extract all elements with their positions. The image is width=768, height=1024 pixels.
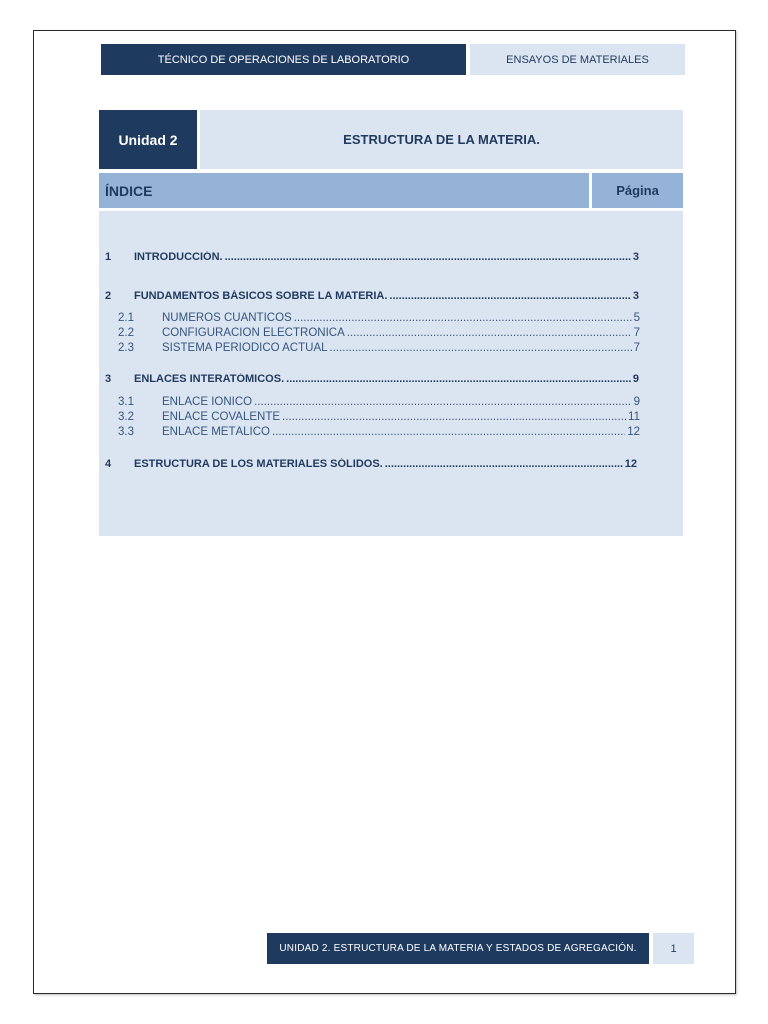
toc-entry-page: 7: [633, 327, 640, 339]
toc-leader: [286, 373, 631, 385]
toc-entry-number: 2.2: [118, 327, 134, 339]
toc-entry-title: ENLACE COVALENTE: [162, 411, 281, 423]
toc-leader: [294, 312, 632, 324]
toc-entry-title: NÚMEROS CUÁNTICOS: [162, 312, 292, 324]
toc-entry-3-2[interactable]: [118, 411, 640, 423]
toc-entry-title: CONFIGURACIÓN ELECTRÓNICA: [162, 327, 345, 339]
toc-leader: [282, 411, 626, 423]
toc-entry-3-1[interactable]: [118, 396, 640, 408]
toc-entry-title: FUNDAMENTOS BÁSICOS SOBRE LA MATERIA.: [134, 290, 388, 302]
footer-unit-title: UNIDAD 2. ESTRUCTURA DE LA MATERIA Y ESTADOS DE AGREGACIÓN.: [267, 933, 649, 964]
unit-title: ESTRUCTURA DE LA MATERIA.: [200, 110, 683, 169]
toc-entry-number: 4: [105, 458, 112, 470]
toc-entry-number: 3: [105, 373, 112, 385]
footer-page-number: 1: [653, 933, 694, 964]
table-of-contents: [99, 211, 683, 536]
toc-entry-2-2[interactable]: [118, 327, 640, 339]
toc-entry-page: 12: [624, 458, 637, 470]
toc-entry-1[interactable]: [105, 251, 639, 263]
toc-entry-page: 9: [632, 373, 639, 385]
toc-entry-title: ENLACES INTERATÓMICOS.: [134, 373, 285, 385]
toc-leader: [272, 426, 625, 438]
toc-entry-title: ENLACE METÁLICO: [162, 426, 270, 438]
toc-entry-2-3[interactable]: [118, 342, 640, 354]
header-course-title: TÉCNICO DE OPERACIONES DE LABORATORIO: [101, 44, 466, 75]
index-heading: ÍNDICE: [99, 173, 589, 208]
toc-entry-page: 3: [632, 251, 639, 263]
toc-entry-2[interactable]: [105, 290, 639, 302]
toc-leader: [330, 342, 632, 354]
toc-entry-page: 3: [632, 290, 639, 302]
toc-entry-4[interactable]: [105, 458, 637, 470]
toc-leader: [389, 290, 630, 302]
toc-entry-number: 1: [105, 251, 112, 263]
unit-label: Unidad 2: [99, 110, 197, 169]
toc-leader: [254, 396, 631, 408]
toc-entry-page: 5: [633, 312, 640, 324]
toc-entry-page: 9: [633, 396, 640, 408]
toc-entry-number: 2.3: [118, 342, 134, 354]
toc-entry-title: ESTRUCTURA DE LOS MATERIALES SÓLIDOS.: [134, 458, 383, 470]
toc-entry-title: INTRODUCCIÓN.: [134, 251, 223, 263]
toc-entry-number: 2.1: [118, 312, 134, 324]
toc-entry-number: 3.2: [118, 411, 134, 423]
toc-entry-number: 3.3: [118, 426, 134, 438]
toc-entry-3[interactable]: [105, 373, 639, 385]
toc-entry-3-3[interactable]: [118, 426, 640, 438]
toc-entry-page: 12: [627, 426, 640, 438]
toc-entry-2-1[interactable]: [118, 312, 640, 324]
toc-leader: [225, 251, 631, 263]
toc-entry-title: SISTEMA PERIÓDICO ACTUAL: [162, 342, 328, 354]
toc-entry-page: 11: [628, 411, 640, 423]
toc-entry-number: 2: [105, 290, 112, 302]
page-column-heading: Página: [592, 173, 683, 208]
toc-leader: [385, 458, 623, 470]
toc-leader: [347, 327, 632, 339]
toc-entry-page: 7: [633, 342, 640, 354]
header-subject-title: ENSAYOS DE MATERIALES: [470, 44, 685, 75]
toc-entry-number: 3.1: [118, 396, 134, 408]
toc-entry-title: ENLACE IÓNICO: [162, 396, 253, 408]
